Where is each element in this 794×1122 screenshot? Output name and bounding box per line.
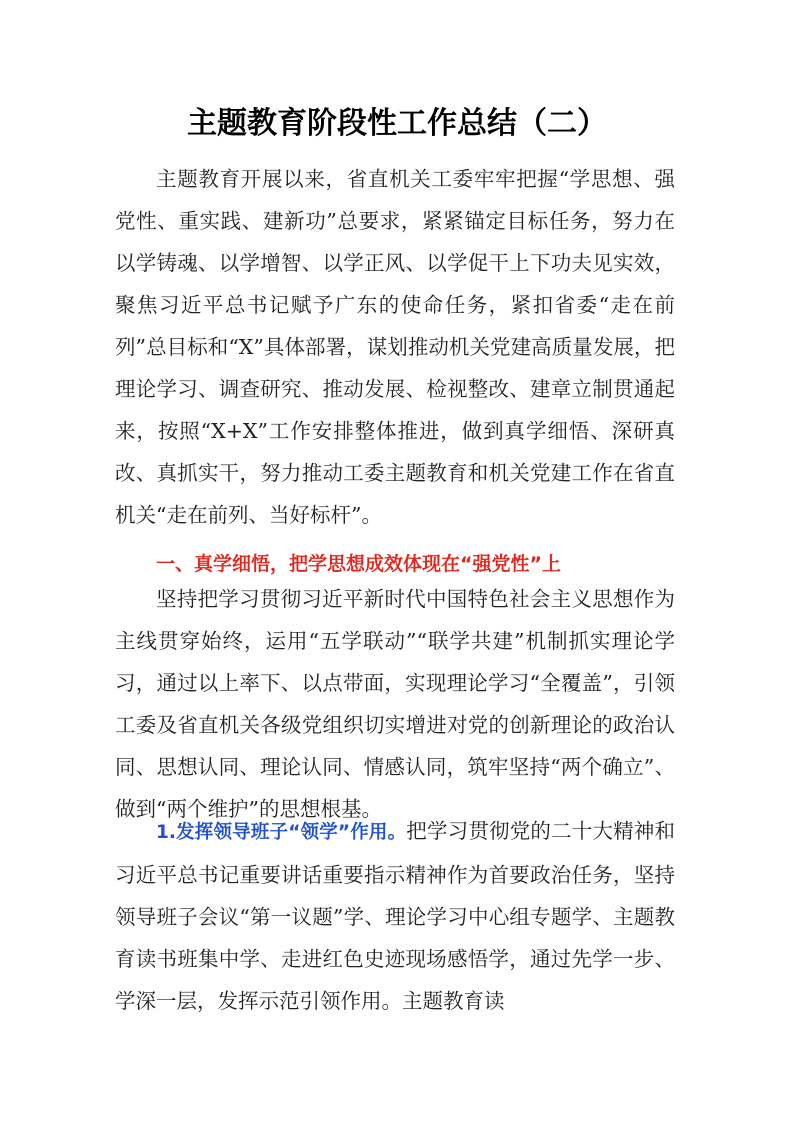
section-paragraph: 坚持把学习贯彻习近平新时代中国特色社会主义思想作为主线贯穿始终，运用“五学联动”“联学共建”机制抓实理论学习，通过以上率下、以点带面，实现理论学习“全覆盖”，引领工委及省直机关各级党组织切实增进对党的创新理论的政治认同、思想认同、理论认同、情感认同，筑牢坚持“两个确立”、做到“两个维护”的思想根基。 bbox=[115, 587, 675, 821]
document-title: 主题教育阶段性工作总结（二） bbox=[187, 106, 607, 141]
section-heading: 一、真学细悟，把学思想成效体现在“强党性”上 bbox=[156, 553, 561, 575]
intro-paragraph: 主题教育开展以来，省直机关工委牢牢把握“学思想、强党性、重实践、建新功”总要求，紧紧锚定目标任务，努力在以学铸魂、以学增智、以学正风、以学促干上下功夫见实效，聚焦习近平总书记赋予广东的使命任务，紧扣省委“走在前列”总目标和“X”具体部署，谋划推动机关党建高质量发展，把理论学习、调查研究、推动发展、检视整改、建章立制贯通起来，按照“X+X”工作安排整体推进，做到真学细悟、深研真改、真抓实干，努力推动工委主题教育和机关党建工作在省直机关“走在前列、当好标杆”。 bbox=[115, 167, 675, 527]
subsection-paragraph-text: 把学习贯彻党的二十大精神和习近平总书记重要讲话重要指示精神作为首要政治任务，坚持领导班子会议“第一议题”学、理论学习中心组专题学、主题教育读书班集中学、走进红色史迹现场感悟学，通过先学一步、学深一层，发挥示范引领作用。主题教育读 bbox=[115, 819, 676, 1013]
subsection-heading: 1.发挥领导班子“领学”作用。 bbox=[156, 822, 407, 843]
subsection-paragraph bbox=[115, 810, 675, 1022]
